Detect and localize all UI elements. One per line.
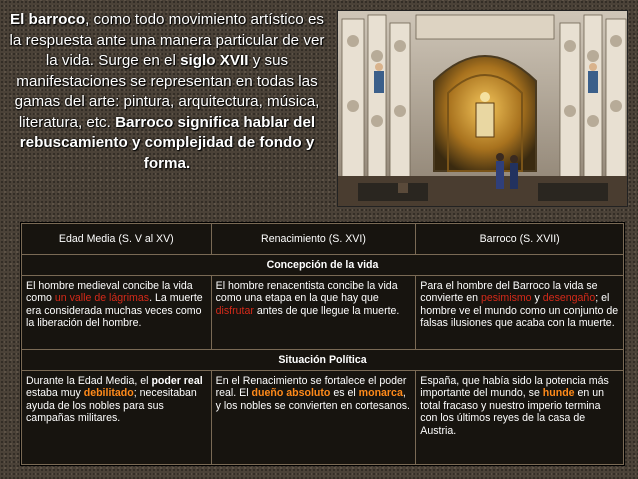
intro-term-barroco: El barroco <box>9 11 86 28</box>
header-renacimiento: Renacimiento (S. XVI) <box>211 224 416 255</box>
cell-text: El hombre medieval concibe la vida como <box>26 280 193 305</box>
highlight-text: pesimismo <box>480 292 532 305</box>
cell-politica-renacimiento <box>211 371 416 465</box>
intro-text-2: y sus manifestaciones se representan en todas las gamas del arte: pintura, arquitectura, música, literatura, etc. <box>14 52 320 131</box>
cell-text: estaba muy <box>26 387 84 400</box>
intro-paragraph <box>8 10 326 174</box>
cell-vida-edad-media <box>22 276 212 350</box>
cell-text: , y los nobles se convierten en cortesanos. <box>215 387 410 412</box>
cell-text: ; necesitaban ayuda de los nobles para sus campañas militares. <box>26 387 197 425</box>
bold-text: poder real <box>151 375 203 387</box>
cell-text: . La muerte era considerada muchas veces como la liberación del hombre. <box>26 292 203 330</box>
highlight-text: hunde <box>542 387 575 400</box>
highlight-text: dueño absoluto <box>251 387 331 400</box>
cell-text: ; el hombre ve el mundo como un conjunto de falsas ilusiones que acaba con la muerte. <box>420 292 619 330</box>
intro-definition: Barroco significa hablar del rebuscamiento y complejidad de fondo y forma. <box>19 113 316 172</box>
cell-vida-barroco <box>416 276 624 350</box>
cell-text: En el Renacimiento se fortalece el poder real. El <box>215 375 407 400</box>
cell-text: Durante la Edad Media, el <box>26 375 152 387</box>
highlight-text: un valle de lágrimas <box>54 292 150 305</box>
section-row-politica <box>22 350 624 371</box>
section-title-politica: Situación Política <box>22 350 624 371</box>
highlight-text: disfrutar <box>215 304 254 317</box>
highlight-text: desengaño <box>542 292 596 305</box>
section-title-vida: Concepción de la vida <box>22 255 624 276</box>
header-barroco: Barroco (S. XVII) <box>416 224 624 255</box>
cell-text: España, que había sido la potencia más importante del mundo, se <box>420 375 609 400</box>
intro-term-siglo: siglo XVII <box>180 52 249 69</box>
cell-text: Para el hombre del Barroco la vida se convierte en <box>420 280 598 305</box>
cell-politica-barroco <box>416 371 624 465</box>
highlight-text: debilitado <box>83 387 134 400</box>
header-edad-media: Edad Media (S. V al XV) <box>22 224 212 255</box>
cell-text: antes de que llegue la muerte. <box>253 304 400 317</box>
table-row <box>22 276 624 350</box>
comparison-table <box>20 222 625 466</box>
table-row <box>22 371 624 465</box>
baroque-altarpiece-photo <box>337 10 628 207</box>
cell-text: es el <box>330 387 359 400</box>
cell-text: en un total fracaso y nuestro imperio termina con los últimos reyes de la casa de Austria. <box>420 387 605 437</box>
cell-text: y <box>531 292 543 305</box>
cell-text: El hombre renacentista concibe la vida como una etapa en la que hay que <box>215 280 398 305</box>
highlight-text: monarca <box>358 387 403 400</box>
intro-text-1: , como todo movimiento artístico es la respuesta ante una manera particular de ver la vida. Surge en el <box>9 11 325 69</box>
cell-politica-edad-media <box>22 371 212 465</box>
table-header-row <box>22 224 624 255</box>
section-row-vida <box>22 255 624 276</box>
cell-vida-renacimiento <box>211 276 416 350</box>
